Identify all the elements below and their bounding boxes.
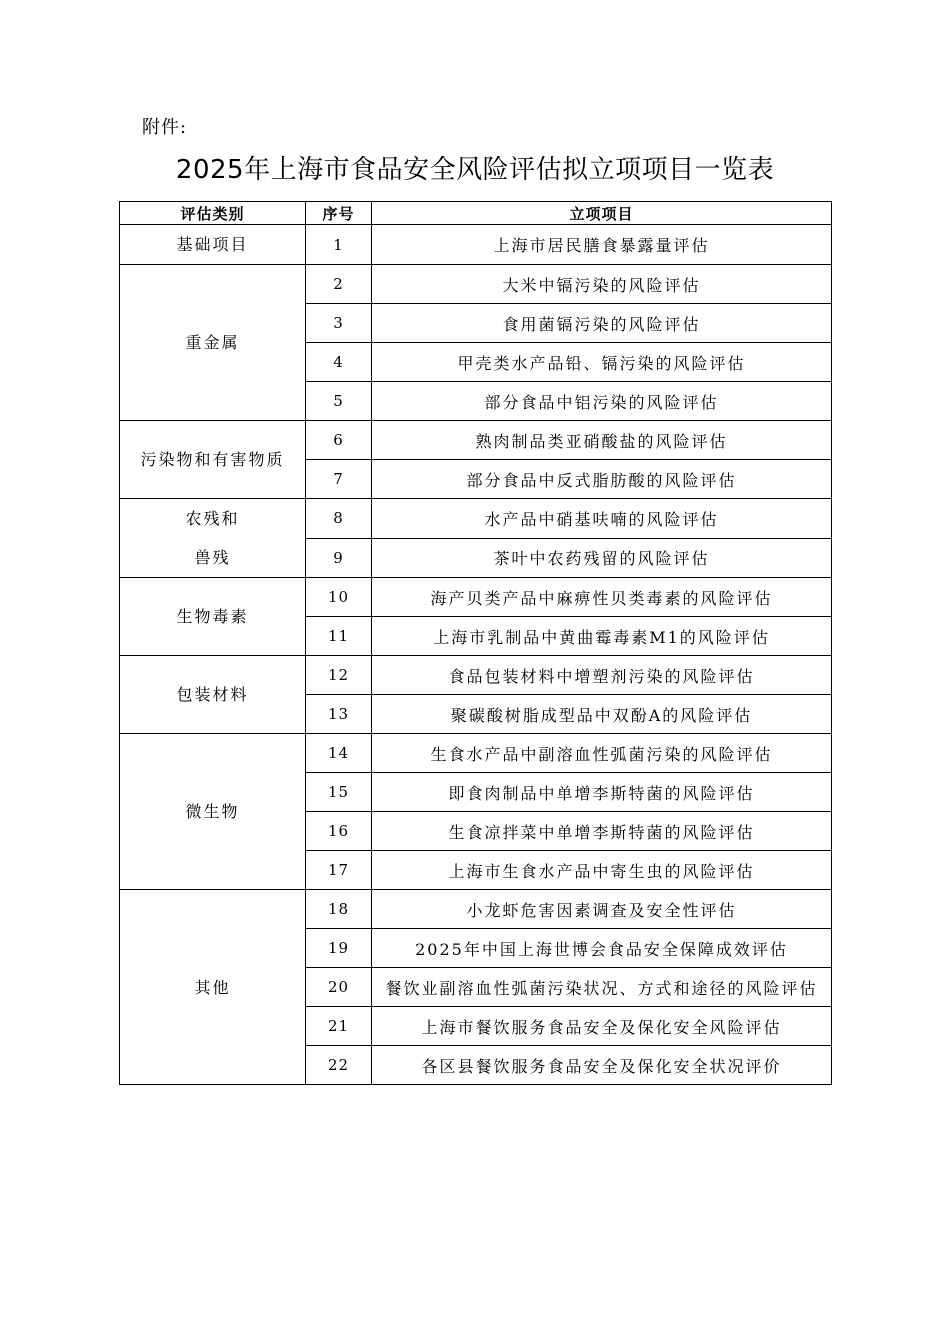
row-number: 15 [306, 773, 372, 812]
table-row [120, 578, 832, 617]
category-label: 包装材料 [176, 685, 249, 704]
project-table [119, 201, 832, 1085]
category-label: 重金属 [185, 333, 240, 352]
project-name: 上海市居民膳食暴露量评估 [372, 225, 832, 265]
header-category: 评估类别 [120, 202, 306, 225]
row-number: 8 [306, 499, 372, 539]
header-project: 立项项目 [372, 202, 832, 225]
project-name: 上海市餐饮服务食品安全及保化安全风险评估 [372, 1007, 832, 1046]
project-name: 上海市乳制品中黄曲霉毒素M1的风险评估 [372, 617, 832, 656]
category-label: 微生物 [185, 802, 240, 821]
row-number: 21 [306, 1007, 372, 1046]
table-row [120, 225, 832, 265]
row-number: 12 [306, 656, 372, 695]
project-name: 部分食品中铝污染的风险评估 [372, 382, 832, 421]
category-label: 兽残 [194, 548, 231, 567]
table-row [120, 734, 832, 773]
row-number: 18 [306, 890, 372, 929]
project-name: 小龙虾危害因素调查及安全性评估 [372, 890, 832, 929]
row-number: 9 [306, 538, 372, 578]
category-label: 生物毒素 [176, 607, 249, 626]
project-name: 即食肉制品中单增李斯特菌的风险评估 [372, 773, 832, 812]
project-name: 大米中镉污染的风险评估 [372, 265, 832, 304]
row-number: 20 [306, 968, 372, 1007]
category-cell [120, 578, 306, 656]
project-name: 上海市生食水产品中寄生虫的风险评估 [372, 851, 832, 890]
table-row [120, 499, 832, 539]
row-number: 11 [306, 617, 372, 656]
row-number: 4 [306, 343, 372, 382]
project-name: 2025年中国上海世博会食品安全保障成效评估 [372, 929, 832, 968]
project-name: 食品包装材料中增塑剂污染的风险评估 [372, 656, 832, 695]
category-cell [120, 656, 306, 734]
table-row [120, 890, 832, 929]
project-name: 食用菌镉污染的风险评估 [372, 304, 832, 343]
project-name: 茶叶中农药残留的风险评估 [372, 538, 832, 578]
project-name: 熟肉制品类亚硝酸盐的风险评估 [372, 421, 832, 460]
project-name: 水产品中硝基呋喃的风险评估 [372, 499, 832, 539]
category-cell [120, 265, 306, 421]
row-number: 6 [306, 421, 372, 460]
category-label: 农残和 [185, 509, 240, 528]
category-label: 基础项目 [176, 235, 249, 254]
category-label: 污染物和有害物质 [140, 450, 285, 469]
project-name: 生食凉拌菜中单增李斯特菌的风险评估 [372, 812, 832, 851]
row-number: 10 [306, 578, 372, 617]
category-cell [120, 499, 306, 578]
row-number: 2 [306, 265, 372, 304]
project-name: 部分食品中反式脂肪酸的风险评估 [372, 460, 832, 499]
project-name: 各区县餐饮服务食品安全及保化安全状况评价 [372, 1046, 832, 1085]
row-number: 5 [306, 382, 372, 421]
category-cell [120, 421, 306, 499]
row-number: 22 [306, 1046, 372, 1085]
category-cell [120, 225, 306, 265]
category-cell [120, 734, 306, 890]
row-number: 7 [306, 460, 372, 499]
project-name: 甲壳类水产品铅、镉污染的风险评估 [372, 343, 832, 382]
row-number: 17 [306, 851, 372, 890]
table-row [120, 656, 832, 695]
table-body [120, 225, 832, 1085]
table-header-row [120, 202, 832, 225]
row-number: 1 [306, 225, 372, 265]
attachment-label: 附件: [142, 117, 188, 138]
row-number: 14 [306, 734, 372, 773]
project-name: 海产贝类产品中麻痹性贝类毒素的风险评估 [372, 578, 832, 617]
category-cell [120, 890, 306, 1085]
table-row [120, 265, 832, 304]
project-name: 餐饮业副溶血性弧菌污染状况、方式和途径的风险评估 [372, 968, 832, 1007]
table-row [120, 421, 832, 460]
row-number: 19 [306, 929, 372, 968]
row-number: 16 [306, 812, 372, 851]
row-number: 3 [306, 304, 372, 343]
category-label: 其他 [194, 977, 231, 997]
header-number: 序号 [306, 202, 372, 225]
project-name: 生食水产品中副溶血性弧菌污染的风险评估 [372, 734, 832, 773]
document-title: 2025年上海市食品安全风险评估拟立项项目一览表 [175, 155, 775, 185]
project-name: 聚碳酸树脂成型品中双酚A的风险评估 [372, 695, 832, 734]
row-number: 13 [306, 695, 372, 734]
